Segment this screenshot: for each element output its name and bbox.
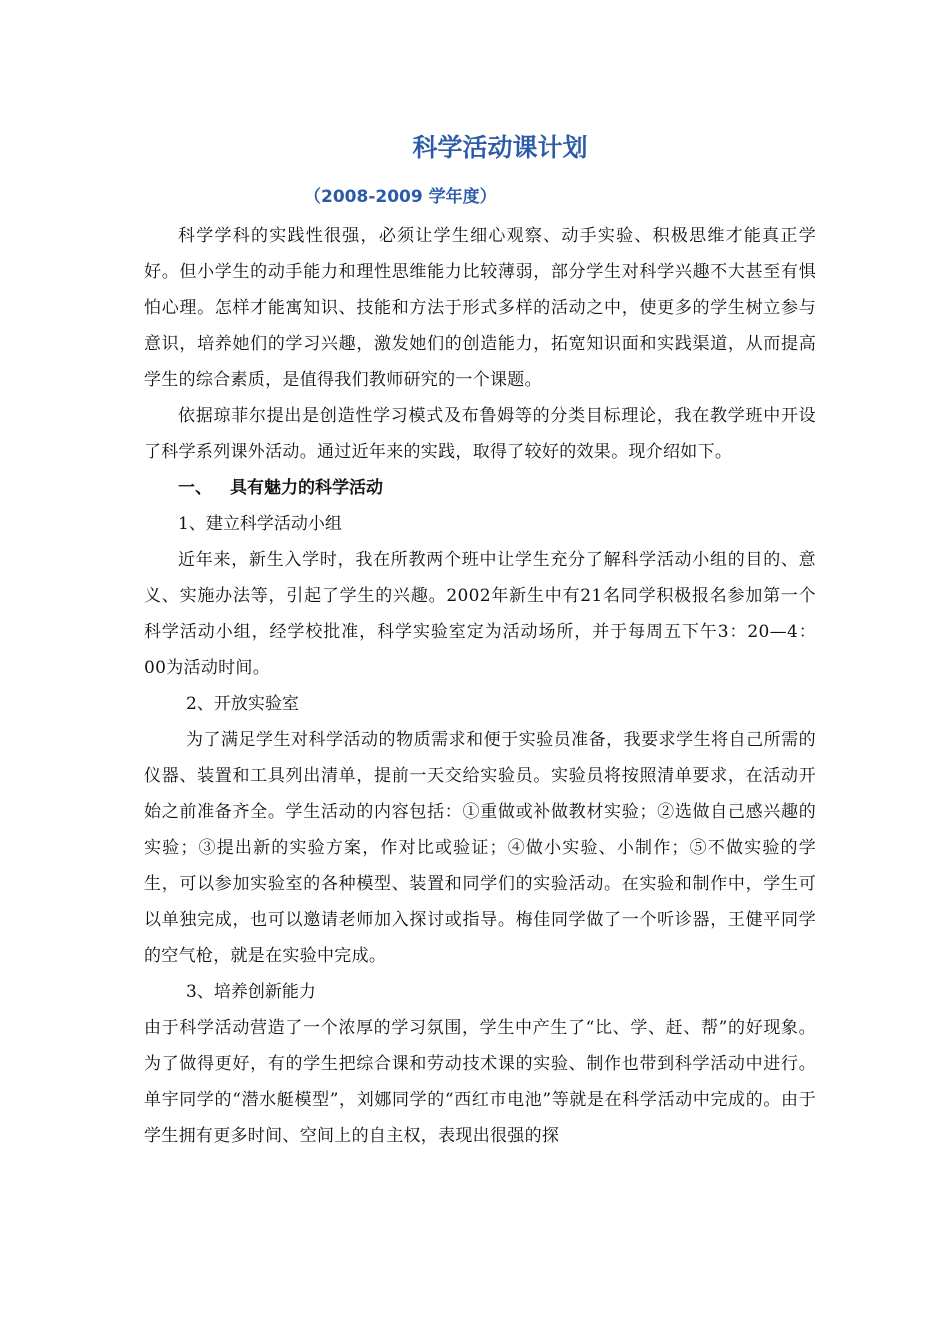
- item-1-heading: 1、建立科学活动小组: [178, 514, 342, 534]
- item-2-paragraph: 为了满足学生对科学活动的物质需求和便于实验员准备，我要求学生将自己所需的仪器、装置和工具列出清单，提前一天交给实验员。实验员将按照清单要求，在活动开始之前准备齐全。学生活动的内容包括：①重做或补做教材实验；②选做自己感兴趣的实验；③提出新的实验方案，作对比或验证；④做小实验、小制作；⑤不做实验的学生，可以参加实验室的各种模型、装置和同学们的实验活动。在实验和制作中，学生可以单独完成，也可以邀请老师加入探讨或指导。梅佳同学做了一个听诊器，王健平同学的空气枪，就是在实验中完成。: [144, 730, 816, 966]
- section-1-number: 一、: [178, 478, 212, 498]
- intro-paragraph-2: 依据琼菲尔提出是创造性学习模式及布鲁姆等的分类目标理论，我在教学班中开设了科学系列课外活动。通过近年来的实践，取得了较好的效果。现介绍如下。: [144, 406, 816, 462]
- section-1-title: 具有魅力的科学活动: [230, 478, 383, 498]
- section-1-heading: [144, 470, 816, 506]
- document-title: 科学活动课计划: [412, 133, 588, 162]
- intro-paragraph-1: 科学学科的实践性很强，必须让学生细心观察、动手实验、积极思维才能真正学好。但小学生的动手能力和理性思维能力比较薄弱，部分学生对科学兴趣不大甚至有惧怕心理。怎样才能寓知识、技能和方法于形式多样的活动之中，使更多的学生树立参与意识，培养她们的学习兴趣，激发她们的创造能力，拓宽知识面和实践渠道，从而提高学生的综合素质，是值得我们教师研究的一个课题。: [144, 226, 816, 390]
- item-3-paragraph: 由于科学活动营造了一个浓厚的学习氛围，学生中产生了“比、学、赶、帮”的好现象。为了做得更好，有的学生把综合课和劳动技术课的实验、制作也带到科学活动中进行。单宇同学的“潜水艇模型”，刘娜同学的“西红市电池”等就是在科学活动中完成的。由于学生拥有更多时间、空间上的自主权，表现出很强的探: [144, 1018, 816, 1146]
- document-body: [144, 128, 816, 1154]
- item-1-paragraph: 近年来，新生入学时，我在所教两个班中让学生充分了解科学活动小组的目的、意义、实施办法等，引起了学生的兴趣。2002年新生中有21名同学积极报名参加第一个科学活动小组，经学校批准，科学实验室定为活动场所，并于每周五下午3：20—4：00为活动时间。: [144, 550, 816, 678]
- item-3-heading: 3、培养创新能力: [186, 982, 316, 1002]
- document-subtitle: （2008-2009 学年度）: [304, 187, 497, 207]
- item-2-heading: 2、开放实验室: [186, 694, 299, 714]
